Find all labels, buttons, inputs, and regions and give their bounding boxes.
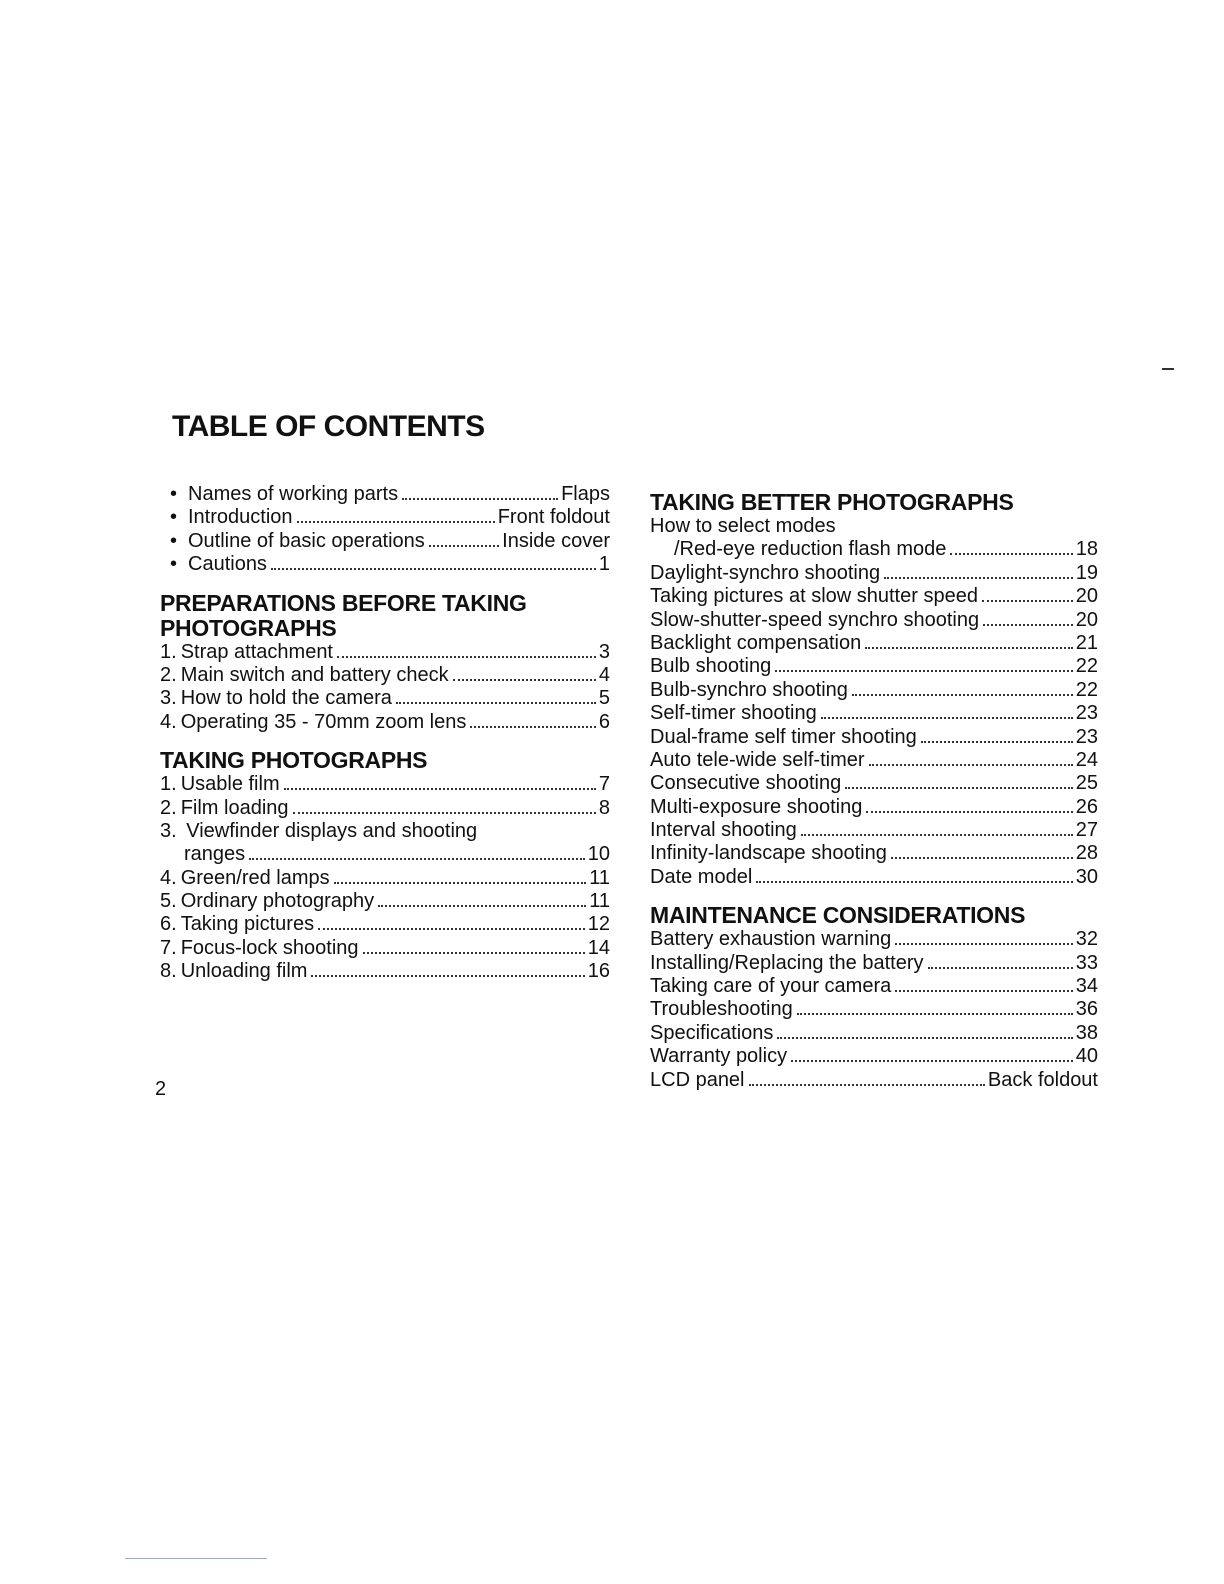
toc-entry-label: Self-timer shooting xyxy=(650,702,817,725)
dot-leader xyxy=(797,1013,1073,1015)
page-number: 2 xyxy=(155,1078,167,1100)
toc-entry[interactable] xyxy=(650,952,1098,975)
toc-entry-page: 23 xyxy=(1075,725,1098,748)
bullet-icon: • xyxy=(170,483,178,505)
dot-leader xyxy=(396,702,596,704)
toc-entry-page: 32 xyxy=(1075,928,1098,951)
toc-entry-label: Auto tele-wide self-timer xyxy=(650,748,865,771)
dot-leader xyxy=(429,545,499,547)
toc-entry-label: Troubleshooting xyxy=(650,998,793,1021)
dot-leader xyxy=(866,811,1072,813)
toc-entry-page: 20 xyxy=(1075,585,1098,608)
toc-entry-label: Strap attachment xyxy=(180,640,333,663)
dot-leader xyxy=(271,568,596,570)
section-heading-taking-better-photographs: TAKING BETTER PHOTOGRAPHS xyxy=(650,489,1014,515)
toc-entry-first-line[interactable] xyxy=(160,820,610,843)
dot-leader xyxy=(921,741,1073,743)
dot-leader xyxy=(845,787,1073,789)
toc-entry-label: Infinity-landscape shooting xyxy=(650,842,887,865)
section-spacer xyxy=(160,577,610,591)
bottom-rule xyxy=(125,1558,267,1559)
toc-entry[interactable] xyxy=(160,960,610,983)
toc-entry-page: 3 xyxy=(598,640,610,663)
toc-entry[interactable] xyxy=(650,928,1098,951)
toc-entry-page: 25 xyxy=(1075,772,1098,795)
toc-entry[interactable] xyxy=(650,655,1098,678)
toc-entry-label: Warranty policy xyxy=(650,1045,788,1068)
toc-entry-label: Operating 35 - 70mm zoom lens xyxy=(180,710,467,733)
dot-leader xyxy=(895,990,1073,992)
bullet-icon: • xyxy=(170,553,178,576)
toc-entry-label: Multi-exposure shooting xyxy=(650,795,863,818)
toc-entry-page: 27 xyxy=(1075,819,1098,842)
dot-leader xyxy=(928,967,1073,969)
toc-entry-continuation[interactable] xyxy=(160,843,610,866)
toc-entry-label: Bulb-synchro shooting xyxy=(650,678,848,701)
toc-entry-page: 26 xyxy=(1075,795,1098,818)
toc-entry-page: 8 xyxy=(598,796,610,819)
toc-entry-page: Flaps xyxy=(561,483,610,505)
toc-entry-page: 6 xyxy=(598,710,610,733)
dot-leader xyxy=(318,928,585,930)
toc-entry-label: Outline of basic operations xyxy=(188,529,425,552)
toc-entry[interactable] xyxy=(160,641,610,664)
toc-entry-page: 30 xyxy=(1075,865,1098,888)
toc-entry-page: 11 xyxy=(589,866,610,889)
dot-leader xyxy=(777,1037,1072,1039)
page-title: TABLE OF CONTENTS xyxy=(172,410,485,443)
dot-leader xyxy=(297,521,495,523)
dot-leader xyxy=(791,1060,1073,1062)
toc-entry[interactable] xyxy=(650,562,1098,585)
dot-leader xyxy=(363,952,585,954)
section-heading-line: PREPARATIONS BEFORE TAKING xyxy=(160,589,527,616)
stray-mark xyxy=(1162,368,1174,370)
toc-entry-label: Date model xyxy=(650,865,753,888)
dot-leader xyxy=(453,679,596,681)
toc-entry-page: Back foldout xyxy=(987,1068,1098,1091)
toc-entry-label: Green/red lamps xyxy=(180,866,330,889)
toc-entry-number: 2. xyxy=(160,796,177,819)
toc-entry[interactable] xyxy=(650,702,1098,725)
toc-entry-page: 19 xyxy=(1075,561,1098,584)
toc-entry-page: 11 xyxy=(589,890,610,913)
toc-entry-page: 40 xyxy=(1075,1045,1098,1068)
toc-entry-label: Battery exhaustion warning xyxy=(650,928,892,951)
dot-leader xyxy=(470,726,596,728)
toc-entry[interactable] xyxy=(160,913,610,936)
dot-leader xyxy=(293,812,596,814)
toc-entry[interactable] xyxy=(650,632,1098,655)
dot-leader xyxy=(334,882,587,884)
section-heading-line: PHOTOGRAPHS xyxy=(160,614,337,641)
toc-entry-page: 22 xyxy=(1075,678,1098,701)
toc-entry-first-line[interactable]: How to select modes xyxy=(650,515,836,537)
toc-entry[interactable] xyxy=(160,797,610,820)
toc-entry[interactable] xyxy=(650,609,1098,632)
toc-entry-label: Viewfinder displays and shooting xyxy=(186,819,478,842)
toc-entry-page: Front foldout xyxy=(497,506,610,529)
toc-entry-number: 6. xyxy=(160,913,177,936)
toc-entry-label: How to hold the camera xyxy=(180,687,392,710)
dot-leader xyxy=(895,943,1073,945)
toc-entry-page: 24 xyxy=(1075,748,1098,771)
toc-entry-label: Specifications xyxy=(650,1021,774,1044)
toc-entry[interactable] xyxy=(160,530,610,553)
toc-entry[interactable] xyxy=(650,749,1098,772)
toc-entry[interactable] xyxy=(650,679,1098,702)
toc-entry-page: 33 xyxy=(1075,951,1098,974)
toc-entry[interactable] xyxy=(160,773,610,796)
toc-entry-label: Names of working parts xyxy=(188,483,399,505)
section-heading-taking-photographs: TAKING PHOTOGRAPHS xyxy=(160,747,428,774)
toc-entry-page: 10 xyxy=(587,843,610,866)
dot-leader xyxy=(983,624,1073,626)
toc-entry-number: 4. xyxy=(160,710,177,733)
toc-entry-label: Taking pictures at slow shutter speed xyxy=(650,585,978,608)
toc-entry-page: 1 xyxy=(598,553,610,576)
toc-entry[interactable] xyxy=(650,726,1098,749)
dot-leader xyxy=(249,858,585,860)
toc-entry[interactable] xyxy=(160,664,610,687)
toc-entry[interactable] xyxy=(650,1069,1098,1092)
toc-entry-label: Taking pictures xyxy=(180,913,315,936)
dot-leader xyxy=(775,670,1073,672)
toc-entry[interactable] xyxy=(160,506,610,529)
toc-entry-label: Dual-frame self timer shooting xyxy=(650,725,917,748)
dot-leader xyxy=(378,905,586,907)
dot-leader xyxy=(749,1084,985,1086)
toc-entry-label: LCD panel xyxy=(650,1068,745,1091)
toc-entry-label: Cautions xyxy=(188,553,267,576)
dot-leader xyxy=(821,717,1073,719)
toc-entry[interactable] xyxy=(160,687,610,710)
toc-entry-label: Interval shooting xyxy=(650,819,797,842)
toc-entry-page: 22 xyxy=(1075,655,1098,678)
toc-entry-label: Unloading film xyxy=(180,960,308,983)
section-heading-preparations xyxy=(160,591,610,641)
toc-entry[interactable] xyxy=(160,483,610,506)
toc-entry[interactable] xyxy=(650,772,1098,795)
toc-entry-page: 18 xyxy=(1075,538,1098,561)
section-spacer xyxy=(160,734,610,748)
bullet-icon: • xyxy=(170,506,178,529)
toc-entry[interactable] xyxy=(650,796,1098,819)
toc-entry[interactable] xyxy=(650,998,1098,1021)
dot-leader xyxy=(756,881,1072,883)
toc-entry-number: 7. xyxy=(160,936,177,959)
toc-entry-label: Introduction xyxy=(188,506,293,529)
toc-entry-label: ranges xyxy=(184,843,246,866)
toc-entry-number: 1. xyxy=(160,640,177,663)
toc-entry-label: Installing/Replacing the battery xyxy=(650,951,924,974)
toc-entry-page: 21 xyxy=(1075,631,1098,654)
toc-entry-page: 4 xyxy=(598,663,610,686)
dot-leader xyxy=(311,975,584,977)
toc-entry-page: 12 xyxy=(587,913,610,936)
toc-entry-page: Inside cover xyxy=(502,529,610,552)
toc-entry-label: Daylight-synchro shooting xyxy=(650,561,881,584)
dot-leader xyxy=(884,577,1073,579)
toc-entry-page: 14 xyxy=(587,936,610,959)
toc-entry-number: 2. xyxy=(160,663,177,686)
toc-entry-page: 38 xyxy=(1075,1021,1098,1044)
toc-entry[interactable] xyxy=(650,819,1098,842)
toc-entry-page: 7 xyxy=(598,773,610,796)
toc-entry[interactable] xyxy=(650,585,1098,608)
dot-leader xyxy=(950,553,1072,555)
toc-entry-page: 28 xyxy=(1075,842,1098,865)
bullet-icon: • xyxy=(170,529,178,552)
toc-entry[interactable] xyxy=(650,975,1098,998)
toc-entry-page: 16 xyxy=(587,960,610,983)
toc-entry-number: 3. xyxy=(160,819,177,842)
toc-entry[interactable] xyxy=(160,890,610,913)
dot-leader xyxy=(865,647,1073,649)
toc-left-column xyxy=(160,483,610,984)
toc-entry-number: 8. xyxy=(160,960,177,983)
toc-entry[interactable] xyxy=(650,866,1098,889)
dot-leader xyxy=(801,834,1073,836)
toc-entry[interactable] xyxy=(160,553,610,576)
toc-entry-label: Ordinary photography xyxy=(180,890,375,913)
toc-entry-label: Main switch and battery check xyxy=(180,663,449,686)
dot-leader xyxy=(337,656,596,658)
dot-leader xyxy=(402,498,558,500)
section-spacer xyxy=(650,889,1098,903)
toc-entry-number: 1. xyxy=(160,773,177,796)
dot-leader xyxy=(869,764,1073,766)
toc-entry[interactable] xyxy=(650,842,1098,865)
toc-entry-label: Consecutive shooting xyxy=(650,772,842,795)
toc-entry-page: 34 xyxy=(1075,975,1098,998)
toc-entry-page: 36 xyxy=(1075,998,1098,1021)
toc-entry[interactable] xyxy=(160,867,610,890)
toc-entry-page: 5 xyxy=(598,687,610,710)
toc-entry-number: 3. xyxy=(160,687,177,710)
toc-entry[interactable] xyxy=(650,1045,1098,1068)
toc-entry[interactable] xyxy=(160,711,610,734)
dot-leader xyxy=(982,600,1073,602)
dot-leader xyxy=(891,857,1073,859)
toc-entry-label: Bulb shooting xyxy=(650,655,772,678)
dot-leader xyxy=(284,788,596,790)
toc-entry-page: 23 xyxy=(1075,702,1098,725)
toc-entry-label: Backlight compensation xyxy=(650,631,862,654)
toc-entry-number: 5. xyxy=(160,890,177,913)
toc-entry-label: Focus-lock shooting xyxy=(180,936,359,959)
toc-entry-number: 4. xyxy=(160,866,177,889)
dot-leader xyxy=(852,694,1073,696)
toc-entry-label: Film loading xyxy=(180,796,289,819)
toc-entry-label: Slow-shutter-speed synchro shooting xyxy=(650,608,980,631)
toc-entry[interactable] xyxy=(160,937,610,960)
toc-entry-page: 20 xyxy=(1075,608,1098,631)
toc-entry-label: Usable film xyxy=(180,773,280,796)
section-heading-maintenance: MAINTENANCE CONSIDERATIONS xyxy=(650,902,1026,929)
toc-entry[interactable] xyxy=(650,1022,1098,1045)
toc-entry-continuation[interactable] xyxy=(650,538,1098,561)
toc-right-column xyxy=(650,490,1098,1092)
toc-entry-label: /Red-eye reduction flash mode xyxy=(674,538,947,561)
toc-entry-label: Taking care of your camera xyxy=(650,975,892,998)
